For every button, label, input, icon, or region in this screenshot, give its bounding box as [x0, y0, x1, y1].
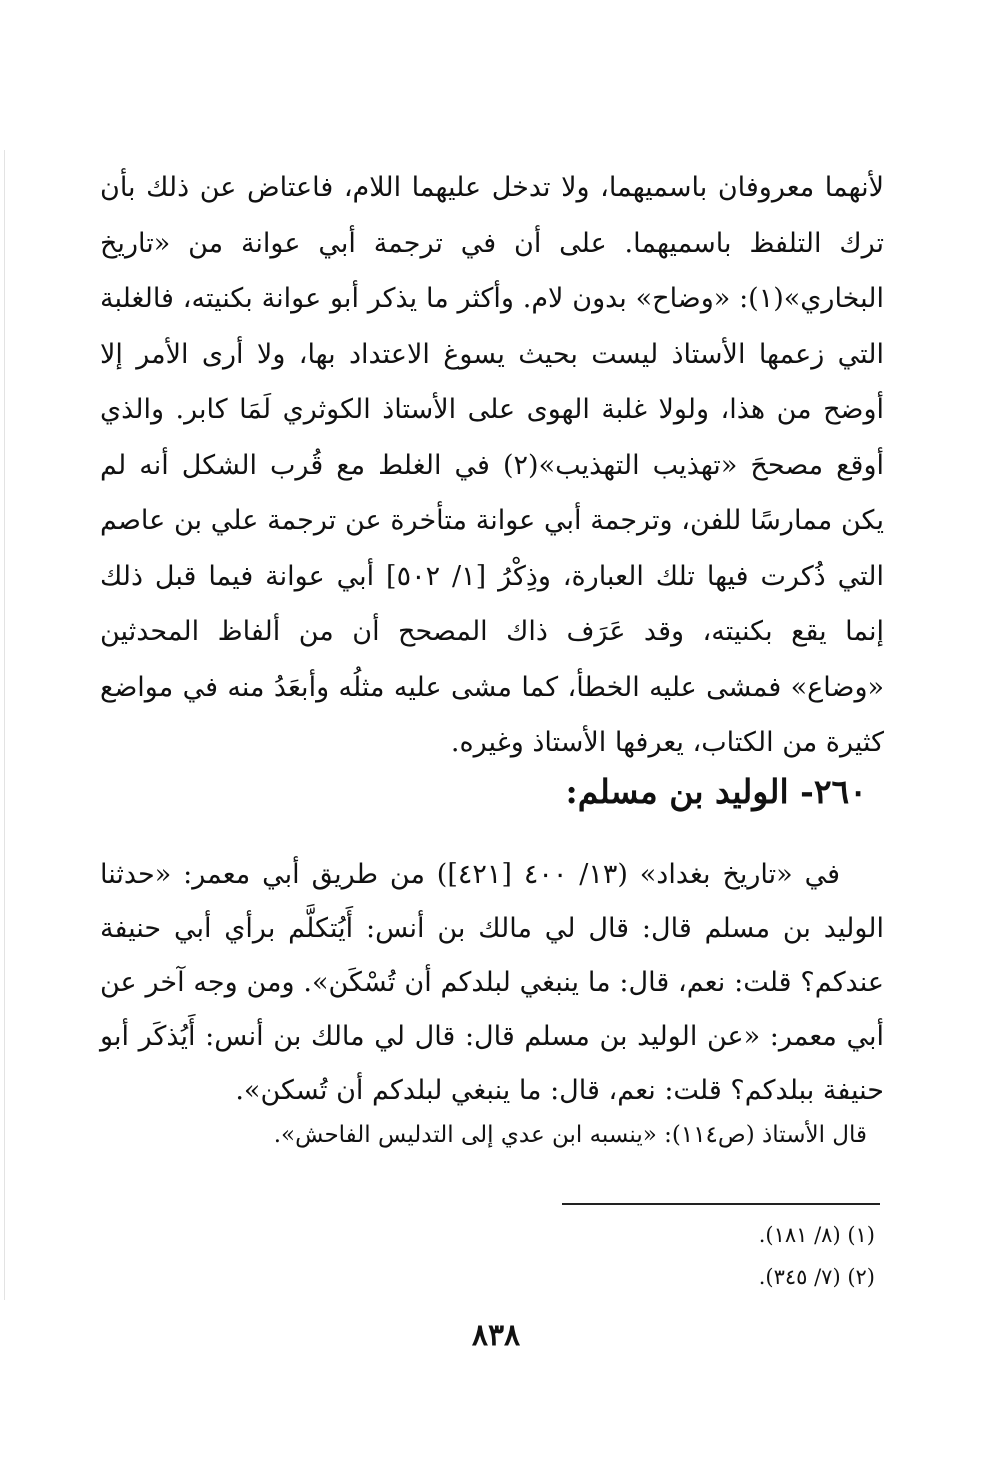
scan-edge-shadow	[4, 150, 5, 1300]
entry-heading: ٢٦٠- الوليد بن مسلم:	[565, 772, 867, 811]
quote-line: قال الأستاذ (ص١١٤): «ينسبه ابن عدي إلى التدليس الفاحش».	[273, 1122, 867, 1148]
footnote-divider	[562, 1203, 880, 1205]
entry-paragraph: في «تاريخ بغداد» (١٣/ ٤٠٠ [٤٢١]) من طريق أبي معمر: «حدثنا الوليد بن مسلم قال: قال لي مالك بن أنس: أَيُتكلَّم برأي أبي حنيفة عندكم؟ قلت: نعم، قال: ما ينبغي لبلدكم أن تُسْكَن». ومن وجه آخر عن أبي معمر: «عن الوليد بن مسلم قال: قال لي مالك بن أنس: أَيُذكَر أبو حنيفة ببلدكم؟ قلت: نعم، قال: ما ينبغي لبلدكم أن تُسكن».	[100, 859, 884, 1106]
footnote-2: (٢) (٧/ ٣٤٥).	[758, 1265, 875, 1289]
main-paragraph: لأنهما معروفان باسميهما، ولا تدخل عليهما اللام، فاعتاض عن ذلك بأن ترك التلفظ باسميهما. على أن في ترجمة أبي عوانة من «تاريخ البخاري»(١): «وضاح» بدون لام. وأكثر ما يذكر أبو عوانة بكنيته، فالغلبة التي زعمها الأستاذ ليست بحيث يسوغ الاعتداد بها، ولا أرى الأمر إلا أوضح من هذا، ولولا غلبة الهوى على الأستاذ الكوثري لَمَا كابر. والذي أوقع مصححَ «تهذيب التهذيب»(٢) في الغلط مع قُرب الشكل أنه لم يكن ممارسًا للفن، وترجمة أبي عوانة متأخرة عن ترجمة علي بن عاصم التي ذُكرت فيها تلك العبارة، وذِكْرُ [١/ ٥٠٢] أبي عوانة فيما قبل ذلك إنما يقع بكنيته، وقد عَرَف ذاك المصحح أن من ألفاظ المحدثين «وضاع» فمشى عليه الخطأ، كما مشى عليه مثلُه وأبعَدُ منه في مواضع كثيرة من الكتاب، يعرفها الأستاذ وغيره.	[100, 172, 884, 758]
footnote-1: (١) (٨/ ١٨١).	[758, 1223, 875, 1247]
page-number: ٨٣٨	[471, 1318, 521, 1353]
